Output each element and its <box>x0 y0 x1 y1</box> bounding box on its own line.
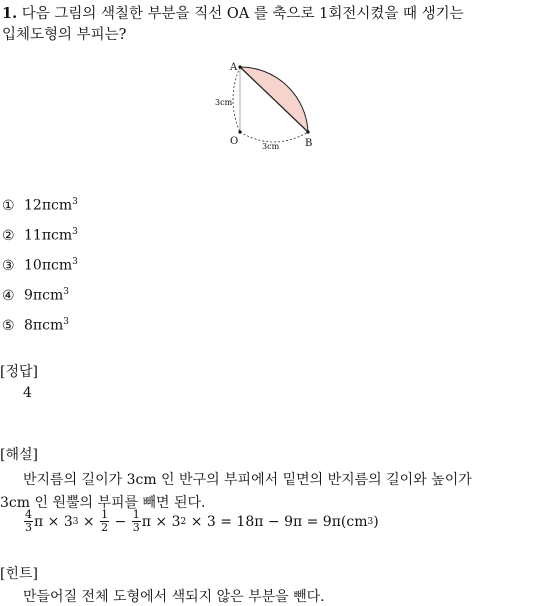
point-a <box>238 65 241 68</box>
choice-exponent: 3 <box>63 317 69 327</box>
choice-mark: ② <box>2 227 15 244</box>
quarter-circle-figure <box>210 56 320 152</box>
choice-mark: ④ <box>2 287 15 304</box>
fraction-one-third: $\frac{1}{3}$ <box>132 508 140 534</box>
choice-mark: ③ <box>2 257 15 274</box>
choice-exponent: 3 <box>72 197 78 207</box>
label-o: O <box>230 136 239 147</box>
hint-label: [힌트] <box>0 566 38 582</box>
hint-text: 만들어질 전체 도형에서 색되지 않은 부분을 뺀다. <box>23 589 325 605</box>
label-oa-length: 3cm <box>215 98 233 107</box>
choice-1[interactable] <box>2 197 78 214</box>
question-number: 1. <box>2 5 18 22</box>
choice-exponent: 3 <box>72 257 78 267</box>
question-text-2: 입체도형의 부피는? <box>2 27 127 43</box>
solution-line-2: 3cm 인 원뿔의 부피를 빼면 된다. <box>0 495 206 511</box>
solution-equation: $\frac{4}{3}$ π × 3 3 × $\frac{1}{2}$ − $\frac{1}{3}$ π × 3 2 × 3 = 18π − 9π = 9π(cm 3 ) <box>25 508 379 534</box>
point-o <box>238 130 241 133</box>
fraction-one-half: $\frac{1}{2}$ <box>101 508 109 534</box>
label-b: B <box>305 138 313 149</box>
choice-exponent: 3 <box>72 227 78 237</box>
point-b <box>306 130 309 133</box>
choice-value: 12πcm <box>24 197 73 214</box>
label-ob-length: 3cm <box>262 142 280 151</box>
choice-mark: ⑤ <box>2 317 15 334</box>
question-text-1: 다음 그림의 색칠한 부분을 직선 OA 를 축으로 1회전시켰을 때 생기는 <box>21 6 464 22</box>
choice-2[interactable] <box>2 227 78 244</box>
choice-value: 10πcm <box>24 257 73 274</box>
choice-4[interactable] <box>2 287 69 304</box>
solution-label: [해설] <box>0 447 38 463</box>
choice-value: 9πcm <box>24 287 64 304</box>
question-line-1 <box>2 2 464 23</box>
dashed-bottom-arc <box>240 132 308 142</box>
choice-3[interactable] <box>2 257 78 274</box>
fraction-four-thirds: $\frac{4}{3}$ <box>25 508 32 534</box>
choice-mark: ① <box>2 197 15 214</box>
choice-value: 11πcm <box>24 227 73 244</box>
choice-value: 8πcm <box>24 317 64 334</box>
solution-line-1: 반지름의 길이가 3cm 인 반구의 부피에서 밑면의 반지름의 길이와 높이가 <box>23 472 472 488</box>
answer-value: 4 <box>23 385 32 401</box>
choice-5[interactable] <box>2 317 69 334</box>
answer-label: [정답] <box>0 364 38 380</box>
choice-exponent: 3 <box>63 287 69 297</box>
label-a: A <box>230 62 238 73</box>
dashed-left-arc <box>233 67 240 132</box>
